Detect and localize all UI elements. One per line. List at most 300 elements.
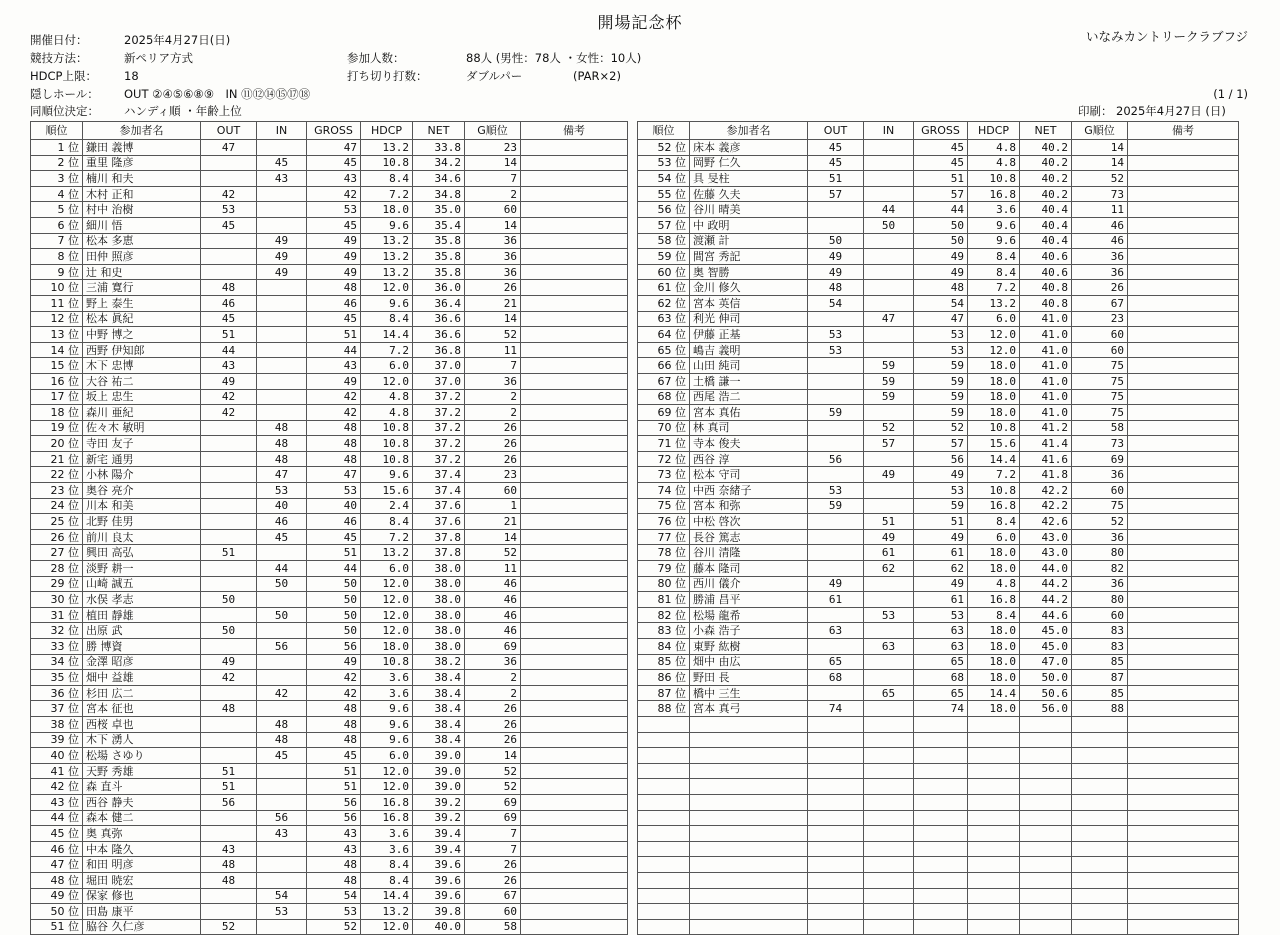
rank-cell: 29 位 [31, 576, 83, 592]
in-score-cell [257, 405, 307, 421]
rank-cell [638, 779, 690, 795]
table-row [638, 420, 1239, 436]
out-score-cell [808, 748, 864, 764]
in-score-cell [864, 280, 914, 296]
remarks-cell [521, 826, 628, 842]
rank-cell: 28 位 [31, 561, 83, 577]
out-score-cell: 53 [808, 327, 864, 343]
remarks-cell [521, 763, 628, 779]
in-score-cell: 48 [257, 451, 307, 467]
remarks-cell [1128, 358, 1239, 374]
gross-rank-cell: 11 [465, 561, 521, 577]
in-score-cell: 56 [257, 810, 307, 826]
in-score-cell [864, 748, 914, 764]
hdcp-cell: 4.8 [968, 155, 1020, 171]
gross-rank-cell: 83 [1072, 623, 1128, 639]
player-name-cell: 勝浦 昌平 [690, 592, 808, 608]
hidden-holes-value: OUT ②④⑤⑥⑧⑨ IN ⑪⑫⑭⑮⑰⑱ [124, 87, 311, 101]
player-name-cell: 大谷 祐二 [83, 373, 201, 389]
gross-cell: 59 [914, 498, 968, 514]
gross-cell: 43 [307, 171, 361, 187]
net-cell: 40.2 [1020, 140, 1072, 156]
table-row [31, 498, 628, 514]
player-name-cell: 楠川 和夫 [83, 171, 201, 187]
in-score-cell [864, 171, 914, 187]
rank-cell: 67 位 [638, 373, 690, 389]
net-cell: 37.2 [413, 451, 465, 467]
in-score-cell [257, 872, 307, 888]
player-name-cell: 和田 明彦 [83, 857, 201, 873]
out-score-cell: 49 [201, 373, 257, 389]
gross-cell: 43 [307, 841, 361, 857]
hdcp-cell: 12.0 [361, 280, 413, 296]
rank-cell: 75 位 [638, 498, 690, 514]
table-row [638, 264, 1239, 280]
in-score-cell [257, 592, 307, 608]
net-cell [1020, 904, 1072, 920]
net-cell: 38.2 [413, 654, 465, 670]
player-name-cell: 保家 修也 [83, 888, 201, 904]
net-cell: 44.2 [1020, 576, 1072, 592]
player-name-cell: 具 旻柱 [690, 171, 808, 187]
table-row [31, 919, 628, 935]
header-rank: 順位 [638, 122, 690, 140]
out-score-cell [201, 607, 257, 623]
in-score-cell [257, 311, 307, 327]
rank-cell: 74 位 [638, 483, 690, 499]
gross-rank-cell: 85 [1072, 685, 1128, 701]
out-score-cell: 45 [808, 155, 864, 171]
out-score-cell: 56 [201, 794, 257, 810]
out-score-cell: 48 [201, 872, 257, 888]
out-score-cell [201, 810, 257, 826]
in-score-cell [257, 217, 307, 233]
net-cell: 39.4 [413, 841, 465, 857]
remarks-cell [1128, 467, 1239, 483]
hdcp-cell: 6.0 [361, 561, 413, 577]
net-cell: 42.6 [1020, 514, 1072, 530]
table-row [31, 904, 628, 920]
gross-cell: 49 [914, 249, 968, 265]
hdcp-cell [968, 810, 1020, 826]
gross-cell: 49 [307, 264, 361, 280]
remarks-cell [1128, 826, 1239, 842]
gross-rank-cell: 11 [1072, 202, 1128, 218]
hdcp-cell: 10.8 [968, 483, 1020, 499]
out-score-cell [808, 888, 864, 904]
out-score-cell [201, 249, 257, 265]
gross-cell: 56 [307, 810, 361, 826]
out-score-cell: 52 [201, 919, 257, 935]
in-score-cell: 54 [257, 888, 307, 904]
in-score-cell [864, 576, 914, 592]
hdcp-cell [968, 919, 1020, 935]
remarks-cell [1128, 233, 1239, 249]
gross-cell: 50 [307, 592, 361, 608]
player-name-cell: 宮本 征也 [83, 701, 201, 717]
remarks-cell [521, 514, 628, 530]
in-score-cell [864, 186, 914, 202]
hdcp-cell: 15.6 [968, 436, 1020, 452]
table-row [638, 498, 1239, 514]
table-row [31, 592, 628, 608]
remarks-cell [521, 358, 628, 374]
rank-cell: 46 位 [31, 841, 83, 857]
gross-cell: 51 [307, 763, 361, 779]
player-name-cell: 岡野 仁久 [690, 155, 808, 171]
gross-rank-cell: 36 [465, 249, 521, 265]
gross-rank-cell [1072, 841, 1128, 857]
rank-cell: 61 位 [638, 280, 690, 296]
table-row [638, 701, 1239, 717]
player-name-cell: 長谷 篤志 [690, 529, 808, 545]
net-cell: 37.8 [413, 545, 465, 561]
net-cell: 41.2 [1020, 420, 1072, 436]
remarks-cell [1128, 810, 1239, 826]
hdcp-cell: 16.8 [361, 794, 413, 810]
net-cell: 45.0 [1020, 639, 1072, 655]
out-score-cell [201, 451, 257, 467]
hdcp-cell [968, 779, 1020, 795]
remarks-cell [1128, 857, 1239, 873]
rank-cell [638, 716, 690, 732]
out-score-cell: 57 [808, 186, 864, 202]
out-score-cell [201, 529, 257, 545]
header-player-name: 参加者名 [690, 122, 808, 140]
net-cell: 40.8 [1020, 280, 1072, 296]
in-score-cell [257, 763, 307, 779]
gross-rank-cell [1072, 732, 1128, 748]
net-cell [1020, 748, 1072, 764]
gross-rank-cell: 67 [465, 888, 521, 904]
gross-rank-cell [1072, 794, 1128, 810]
hdcp-cell: 18.0 [361, 202, 413, 218]
hdcp-cell: 3.6 [968, 202, 1020, 218]
gross-cell: 65 [914, 654, 968, 670]
in-score-cell [864, 810, 914, 826]
table-row [31, 639, 628, 655]
hdcp-cell: 10.8 [361, 451, 413, 467]
gross-rank-cell: 23 [465, 467, 521, 483]
net-cell: 38.0 [413, 623, 465, 639]
gross-rank-cell: 11 [465, 342, 521, 358]
remarks-cell [521, 280, 628, 296]
gross-rank-cell: 14 [465, 748, 521, 764]
rank-cell: 11 位 [31, 295, 83, 311]
player-name-cell: 畑中 由広 [690, 654, 808, 670]
net-cell: 38.0 [413, 576, 465, 592]
gross-rank-cell: 52 [465, 545, 521, 561]
out-score-cell: 50 [808, 233, 864, 249]
gross-rank-cell: 2 [465, 670, 521, 686]
table-row [638, 654, 1239, 670]
player-name-cell: 前川 良太 [83, 529, 201, 545]
remarks-cell [1128, 841, 1239, 857]
remarks-cell [1128, 794, 1239, 810]
table-row [31, 373, 628, 389]
net-cell: 40.4 [1020, 202, 1072, 218]
hdcp-cell: 6.0 [968, 529, 1020, 545]
hdcp-cell: 8.4 [361, 311, 413, 327]
results-table-right [637, 121, 1239, 935]
gross-cell: 57 [914, 436, 968, 452]
net-cell: 39.6 [413, 888, 465, 904]
gross-rank-cell: 52 [465, 779, 521, 795]
hdcp-cell: 8.4 [361, 872, 413, 888]
table-row [31, 467, 628, 483]
player-name-cell: 橋中 三生 [690, 685, 808, 701]
print-label: 印刷： [1078, 104, 1113, 118]
remarks-cell [521, 171, 628, 187]
hdcp-cell [968, 763, 1020, 779]
player-name-cell: 山崎 誠五 [83, 576, 201, 592]
out-score-cell [808, 779, 864, 795]
table-row [31, 545, 628, 561]
remarks-cell [521, 483, 628, 499]
remarks-cell [1128, 872, 1239, 888]
table-row [638, 373, 1239, 389]
player-name-cell: 田仲 照彦 [83, 249, 201, 265]
out-score-cell: 51 [808, 171, 864, 187]
rank-cell: 6 位 [31, 217, 83, 233]
table-header [31, 122, 628, 140]
gross-cell: 48 [307, 280, 361, 296]
hdcp-cell: 16.8 [968, 498, 1020, 514]
hdcp-cell: 18.0 [968, 654, 1020, 670]
in-score-cell [864, 295, 914, 311]
gross-rank-cell: 36 [465, 233, 521, 249]
gross-cell [914, 716, 968, 732]
gross-rank-cell: 14 [465, 217, 521, 233]
table-row [31, 561, 628, 577]
table-row [31, 701, 628, 717]
player-name-cell: 鎌田 義博 [83, 140, 201, 156]
gross-rank-cell: 85 [1072, 654, 1128, 670]
gross-cell: 45 [914, 140, 968, 156]
gross-cell: 42 [307, 685, 361, 701]
player-name-cell: 木下 湧人 [83, 732, 201, 748]
player-name-cell: 谷川 清隆 [690, 545, 808, 561]
remarks-cell [521, 155, 628, 171]
rank-cell: 50 位 [31, 904, 83, 920]
out-score-cell [201, 514, 257, 530]
player-name-cell: 奥 智勝 [690, 264, 808, 280]
net-cell: 40.2 [1020, 155, 1072, 171]
in-score-cell [864, 670, 914, 686]
gross-cell: 46 [307, 295, 361, 311]
participants-label: 参加人数： [347, 51, 405, 65]
gross-rank-cell: 21 [465, 295, 521, 311]
hidden-holes-label: 隠しホール： [30, 87, 99, 101]
gross-cell: 50 [307, 576, 361, 592]
remarks-cell [521, 342, 628, 358]
rank-cell: 27 位 [31, 545, 83, 561]
remarks-cell [521, 872, 628, 888]
hdcp-cell: 8.4 [361, 171, 413, 187]
gross-rank-cell: 2 [465, 405, 521, 421]
hdcp-cell: 18.0 [968, 545, 1020, 561]
net-cell: 36.0 [413, 280, 465, 296]
gross-rank-cell: 75 [1072, 373, 1128, 389]
net-cell [1020, 779, 1072, 795]
table-row [31, 779, 628, 795]
gross-cell: 50 [914, 217, 968, 233]
in-score-cell [257, 342, 307, 358]
header-player-name: 参加者名 [83, 122, 201, 140]
remarks-cell [1128, 607, 1239, 623]
rank-cell [638, 732, 690, 748]
gross-rank-cell: 26 [465, 716, 521, 732]
in-score-cell: 50 [257, 576, 307, 592]
out-score-cell [808, 639, 864, 655]
club-name: いなみカントリークラブフジ [1085, 29, 1248, 44]
in-score-cell: 59 [864, 389, 914, 405]
in-score-cell [257, 327, 307, 343]
hdcp-cell: 9.6 [968, 217, 1020, 233]
player-name-cell [690, 888, 808, 904]
rank-cell [638, 810, 690, 826]
remarks-cell [1128, 264, 1239, 280]
out-score-cell: 47 [201, 140, 257, 156]
out-score-cell: 63 [808, 623, 864, 639]
rank-cell: 62 位 [638, 295, 690, 311]
out-score-cell [808, 545, 864, 561]
out-score-cell [201, 155, 257, 171]
net-cell: 38.0 [413, 592, 465, 608]
net-cell: 41.0 [1020, 311, 1072, 327]
player-name-cell: 脇谷 久仁彦 [83, 919, 201, 935]
table-row [638, 155, 1239, 171]
rank-cell: 49 位 [31, 888, 83, 904]
table-row [638, 779, 1239, 795]
table-row [638, 451, 1239, 467]
table-row [638, 826, 1239, 842]
net-cell: 39.0 [413, 748, 465, 764]
table-row [638, 529, 1239, 545]
gross-cell: 51 [307, 779, 361, 795]
net-cell: 35.4 [413, 217, 465, 233]
rank-cell: 52 位 [638, 140, 690, 156]
out-score-cell [808, 217, 864, 233]
rank-cell: 85 位 [638, 654, 690, 670]
table-row [31, 810, 628, 826]
net-cell: 34.2 [413, 155, 465, 171]
in-score-cell [257, 841, 307, 857]
hdcp-cell: 9.6 [361, 716, 413, 732]
rank-cell: 69 位 [638, 405, 690, 421]
rank-cell: 17 位 [31, 389, 83, 405]
in-score-cell [864, 623, 914, 639]
hdcp-cell: 16.8 [968, 592, 1020, 608]
table-row [638, 342, 1239, 358]
remarks-cell [521, 233, 628, 249]
table-row [638, 872, 1239, 888]
rank-cell: 37 位 [31, 701, 83, 717]
rank-cell: 48 位 [31, 872, 83, 888]
gross-cell: 68 [914, 670, 968, 686]
in-score-cell: 49 [864, 467, 914, 483]
gross-cell: 51 [914, 171, 968, 187]
rank-cell: 39 位 [31, 732, 83, 748]
gross-cell: 53 [307, 202, 361, 218]
hdcp-cell [968, 748, 1020, 764]
rank-cell: 87 位 [638, 685, 690, 701]
table-row [31, 670, 628, 686]
table-row [31, 451, 628, 467]
remarks-cell [521, 919, 628, 935]
rank-cell [638, 826, 690, 842]
out-score-cell [808, 732, 864, 748]
net-cell: 43.0 [1020, 529, 1072, 545]
rank-cell: 14 位 [31, 342, 83, 358]
net-cell: 38.4 [413, 716, 465, 732]
player-name-cell: 森川 亜紀 [83, 405, 201, 421]
gross-cell: 40 [307, 498, 361, 514]
player-name-cell [690, 857, 808, 873]
table-row [31, 171, 628, 187]
player-name-cell: 西尾 浩二 [690, 389, 808, 405]
in-score-cell [257, 779, 307, 795]
hdcp-cell: 13.2 [361, 904, 413, 920]
hdcp-cell: 2.4 [361, 498, 413, 514]
print-date: 2025年4月27日 (日) [1116, 104, 1226, 118]
player-name-cell [690, 826, 808, 842]
net-cell: 39.2 [413, 810, 465, 826]
net-cell: 42.2 [1020, 498, 1072, 514]
hdcp-cell: 13.2 [361, 233, 413, 249]
header-hdcp: HDCP [361, 122, 413, 140]
out-score-cell: 51 [201, 779, 257, 795]
remarks-cell [1128, 171, 1239, 187]
gross-cell: 43 [307, 358, 361, 374]
table-row [31, 280, 628, 296]
remarks-cell [521, 716, 628, 732]
remarks-cell [1128, 436, 1239, 452]
player-name-cell: 杉田 広二 [83, 685, 201, 701]
gross-rank-cell: 1 [465, 498, 521, 514]
table-row [638, 763, 1239, 779]
gross-rank-cell: 60 [465, 483, 521, 499]
gross-cell [914, 872, 968, 888]
net-cell: 36.4 [413, 295, 465, 311]
player-name-cell: 西谷 淳 [690, 451, 808, 467]
gross-rank-cell: 69 [1072, 451, 1128, 467]
gross-rank-cell: 14 [465, 311, 521, 327]
net-cell: 37.4 [413, 467, 465, 483]
rank-cell: 38 位 [31, 716, 83, 732]
player-name-cell: 東野 紘樹 [690, 639, 808, 655]
in-score-cell: 65 [864, 685, 914, 701]
gross-rank-cell: 26 [465, 436, 521, 452]
hdcp-cell: 12.0 [361, 919, 413, 935]
rank-cell: 42 位 [31, 779, 83, 795]
gross-cell: 48 [307, 732, 361, 748]
table-row [638, 841, 1239, 857]
gross-rank-cell: 36 [1072, 249, 1128, 265]
gross-cell: 53 [914, 607, 968, 623]
table-row [638, 576, 1239, 592]
gross-rank-cell: 60 [1072, 327, 1128, 343]
gross-cell: 53 [307, 904, 361, 920]
player-name-cell: 植田 靜雄 [83, 607, 201, 623]
out-score-cell [201, 748, 257, 764]
net-cell: 34.6 [413, 171, 465, 187]
table-row [31, 763, 628, 779]
hdcp-cell [968, 904, 1020, 920]
net-cell: 35.8 [413, 233, 465, 249]
player-name-cell: 藤本 隆司 [690, 561, 808, 577]
header-gross: GROSS [307, 122, 361, 140]
